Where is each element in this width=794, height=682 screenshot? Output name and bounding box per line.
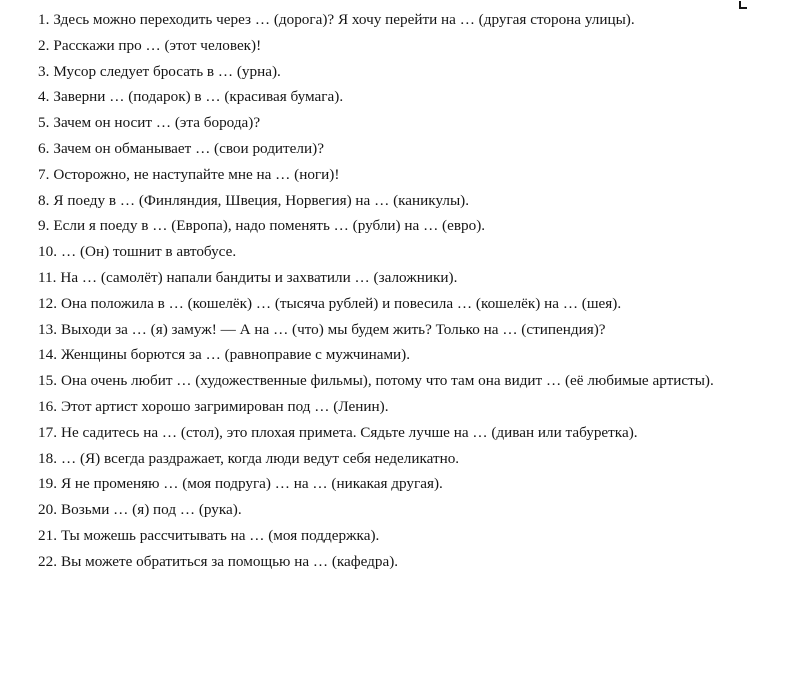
exercise-text: Она очень любит … (художественные фильмы), потому что там она видит … (её любимые артисты). xyxy=(60,372,714,390)
exercise-text: Здесь можно переходить через … (дорога)? Я хочу перейти на … (другая сторона улицы). xyxy=(53,11,635,28)
exercise-item xyxy=(5,523,757,549)
exercise-item xyxy=(5,342,757,368)
exercise-item xyxy=(5,33,757,59)
exercise-item xyxy=(5,497,757,523)
exercise-number: 18. xyxy=(38,449,57,467)
exercise-item xyxy=(5,239,757,265)
exercise-text: Зачем он обманывает … (свои родители)? xyxy=(53,139,324,157)
exercise-text: Расскажи про … (этот человек)! xyxy=(53,36,262,54)
exercise-number: 10. xyxy=(38,243,57,261)
exercise-text: Осторожно, не наступайте мне на … (ноги)! xyxy=(53,165,340,183)
exercise-text: Выходи за … (я) замуж! — А на … (что) мы будем жить? Только на … (стипендия)? xyxy=(60,320,606,338)
exercise-number: 17. xyxy=(38,423,57,441)
exercise-item xyxy=(5,59,757,85)
exercise-number: 3. xyxy=(38,62,50,80)
exercise-item xyxy=(5,110,757,136)
exercise-item xyxy=(5,394,757,420)
exercise-number: 9. xyxy=(38,217,50,235)
exercise-item xyxy=(5,162,757,188)
exercise-item xyxy=(5,136,757,162)
exercise-number: 5. xyxy=(38,114,50,132)
exercise-text: … (Я) всегда раздражает, когда люди ведут себя неделикатно. xyxy=(60,449,460,467)
exercise-number: 19. xyxy=(38,475,57,493)
exercise-page xyxy=(5,7,757,575)
exercise-number: 11. xyxy=(38,268,57,286)
exercise-number: 1. xyxy=(38,11,50,28)
exercise-text: Вы можете обратиться за помощью на … (кафедра). xyxy=(60,552,399,570)
exercise-item xyxy=(5,368,757,394)
exercise-number: 22. xyxy=(38,552,57,570)
exercise-text: Мусор следует бросать в … (урна). xyxy=(53,62,281,80)
exercise-text: … (Он) тошнит в автобусе. xyxy=(60,243,237,261)
exercise-number: 12. xyxy=(38,294,57,312)
exercise-number: 6. xyxy=(38,139,50,157)
exercise-number: 15. xyxy=(38,372,57,390)
exercise-item xyxy=(5,420,757,446)
exercise-text: Зачем он носит … (эта борода)? xyxy=(53,114,261,132)
exercise-text: На … (самолёт) напали бандиты и захватили … (заложники). xyxy=(60,268,458,286)
exercise-number: 2. xyxy=(38,36,50,54)
exercise-item xyxy=(5,265,757,291)
exercise-number: 14. xyxy=(38,346,57,364)
exercise-number: 21. xyxy=(38,526,57,544)
exercise-item xyxy=(5,84,757,110)
exercise-number: 13. xyxy=(38,320,57,338)
exercise-number: 4. xyxy=(38,88,50,106)
exercise-number: 7. xyxy=(38,165,50,183)
exercise-text: Не садитесь на … (стол), это плохая примета. Сядьте лучше на … (диван или табуретка). xyxy=(60,423,638,441)
exercise-text: Я не променяю … (моя подруга) … на … (никакая другая). xyxy=(60,475,443,493)
page-corner-mark xyxy=(739,1,747,9)
exercise-number: 8. xyxy=(38,191,50,209)
exercise-item xyxy=(5,291,757,317)
exercise-item xyxy=(5,188,757,214)
exercise-item xyxy=(5,7,757,33)
exercise-text: Возьми … (я) под … (рука). xyxy=(60,501,242,519)
exercise-text: Этот артист хорошо загримирован под … (Ленин). xyxy=(60,397,389,415)
exercise-number: 16. xyxy=(38,397,57,415)
exercise-item xyxy=(5,446,757,472)
exercise-item xyxy=(5,549,757,575)
exercise-text: Если я поеду в … (Европа), надо поменять … (рубли) на … (евро). xyxy=(53,217,486,235)
exercise-list xyxy=(5,7,757,575)
exercise-item xyxy=(5,317,757,343)
exercise-item xyxy=(5,213,757,239)
exercise-text: Ты можешь рассчитывать на … (моя поддержка). xyxy=(60,526,380,544)
exercise-text: Я поеду в … (Финляндия, Швеция, Норвегия) на … (каникулы). xyxy=(53,191,470,209)
exercise-text: Она положила в … (кошелёк) … (тысяча рублей) и повесила … (кошелёк) на … (шея). xyxy=(60,294,622,312)
exercise-item xyxy=(5,471,757,497)
exercise-text: Женщины борются за … (равноправие с мужчинами). xyxy=(60,346,411,364)
exercise-text: Заверни … (подарок) в … (красивая бумага). xyxy=(53,88,344,106)
exercise-number: 20. xyxy=(38,501,57,519)
